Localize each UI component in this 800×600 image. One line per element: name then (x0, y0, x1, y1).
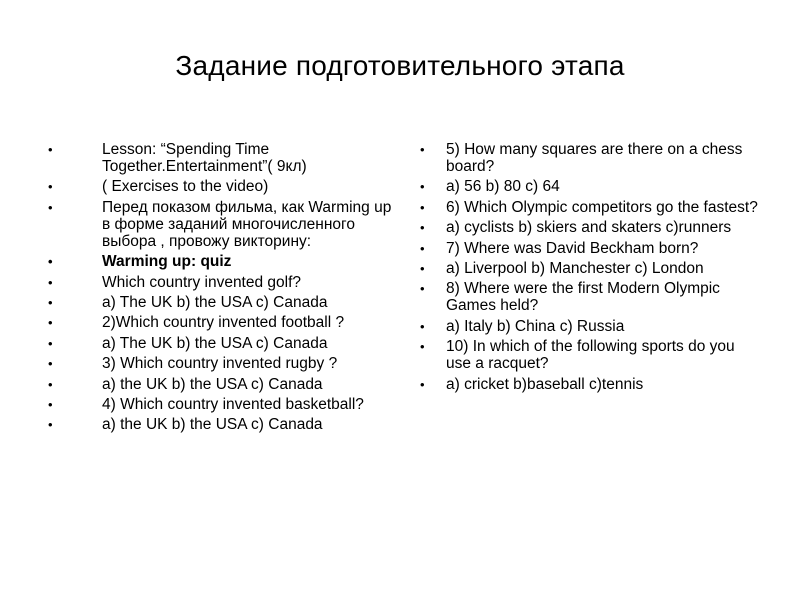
bullet-item-answers-10: • a) cricket b)baseball c)tennis (420, 376, 760, 393)
bullet-item-question-2: • 2)Which country invented football ? (48, 314, 393, 331)
bullet-item-question-6: • 6) Which Olympic competitors go the fastest? (420, 199, 760, 216)
bullet-item-question-7: • 7) Where was David Beckham born? (420, 240, 760, 257)
left-bullet-list (48, 141, 393, 437)
bullet-item-quiz-heading: • Warming up: quiz (48, 253, 393, 270)
right-bullet-list (420, 141, 760, 396)
bullet-item-answers-2: • a) The UK b) the USA c) Canada (48, 335, 393, 352)
bullet-item-question-3: • 3) Which country invented rugby ? (48, 355, 393, 372)
bullet-item-question-8: • 8) Where were the first Modern Olympic Games held? (420, 280, 760, 314)
bullet-item-question-5: • 5) How many squares are there on a chess board? (420, 141, 760, 175)
bullet-item-answers-3: • a) the UK b) the USA c) Canada (48, 376, 393, 393)
bullet-item-intro: • Перед показом фильма, как Warming up в форме заданий многочисленного выбора , провожу викторину: (48, 199, 393, 250)
bullet-item-answers-8: • a) Italy b) China c) Russia (420, 318, 760, 335)
bullet-item-answers-4: • a) the UK b) the USA c) Canada (48, 416, 393, 433)
bullet-item-answers-6: • a) cyclists b) skiers and skaters c)runners (420, 219, 760, 236)
bullet-item-answers-5: • a) 56 b) 80 c) 64 (420, 178, 760, 195)
bullet-item-question-4: • 4) Which country invented basketball? (48, 396, 393, 413)
bullet-item-lesson: • Lesson: “Spending Time Together.Entertainment”( 9кл) (48, 141, 393, 175)
bullet-item-answers-1: • a) The UK b) the USA c) Canada (48, 294, 393, 311)
bullet-item-question-10: • 10) In which of the following sports do you use a racquet? (420, 338, 760, 372)
bullet-item-question-1: • Which country invented golf? (48, 274, 393, 291)
slide-title: Задание подготовительного этапа (175, 50, 625, 81)
bullet-item-exercises: • ( Exercises to the video) (48, 178, 393, 195)
bullet-item-answers-7: • a) Liverpool b) Manchester c) London (420, 260, 760, 277)
